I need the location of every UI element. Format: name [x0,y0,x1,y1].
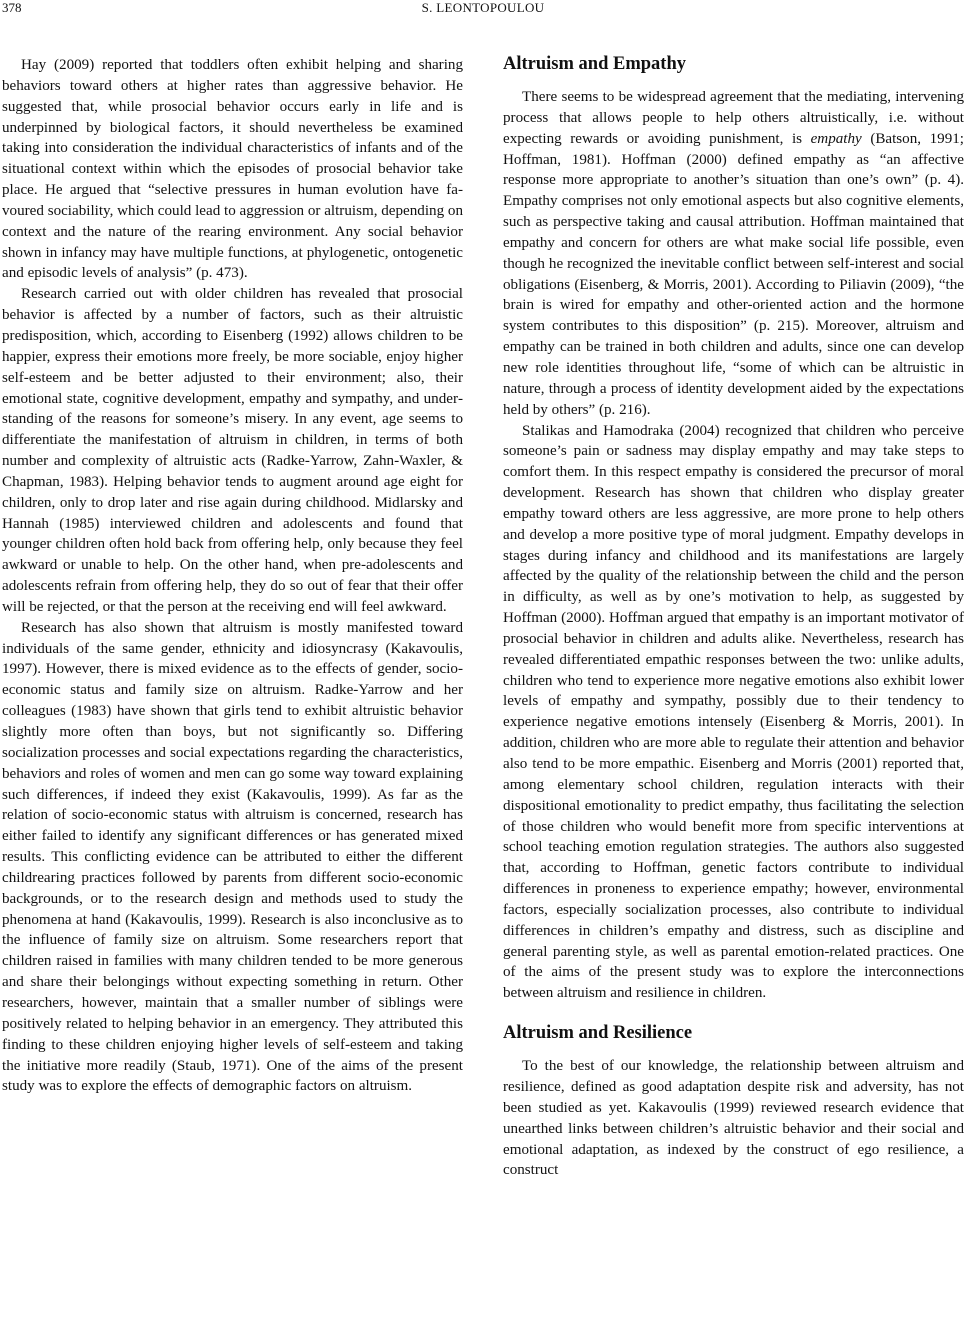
section-heading-altruism-and-resilience: Altruism and Resilience [503,1023,693,1044]
left-column [2,55,463,1097]
running-head [0,0,966,18]
running-title: S. LEONTOPOULOU [421,0,545,15]
emphasized-term: empathy [810,130,862,147]
body-paragraph: Hay (2009) reported that toddlers often exhibit helping and sharing behaviors toward others at higher rates than aggressive behavior. He suggested that, while prosocial behavior occurs early in life and is underpinned by biological factors, it should nevertheless be examined taking into consideration the individual characteristics of infants and of the situational context within which the episodes of prosocial behavior take place. He argued that “selective pressures in human evolution have favoured sociability, which could lead to aggression or altruism, depending on context and the nature of the rearing environment. Any social behavior shown in infancy may have multiple functions, at phylogenetic, ontogenetic and episodic levels of analysis” (p. 473). [2,57,463,282]
body-paragraph: Research has also shown that altruism is mostly manifested toward individuals of the same gender, ethnicity and idiosyncrasy (Kakavoulis, 1997). However, there is mixed evidence as to the effects of gender, socio-economic status and family size on altruism. Radke-Yarrow and her colleagues (1983) have shown that girls tend to exhibit altruistic behavior slightly more often than boys, but not significantly so. Differing socialization processes and social expectations regarding the characteristics, behaviors and roles of women and men can go some way toward explaining such differences, if indeed they exist (Kakavoulis, 1999). As far as the relation of socio-economic status with altruism is concerned, research has either failed to identify any significant differences or has generated mixed results. This conflicting evidence can be attributed to either the different childrearing practices followed by parents from different socio-economic backgrounds, or to the research design and methods used to study the phenomena at hand (Kakavoulis, 1999). Research is also inconclusive as to the influence of family size on altruism. Some researchers report that children raised in families with many children tended to be more generous and share their belongings without expecting something in return. Other researchers, however, maintain that a smaller number of siblings were positively related to helping behavior in an emergency. They attributed this finding to these children enjoying higher levels of self-esteem and taking the initiative more readily (Staub, 1971). One of the aims of the present study was to explore the effects of demographic factors on altruism. [2,619,463,1095]
body-paragraph [503,87,964,421]
body-paragraph: Research carried out with older children has revealed that prosocial behavior is affected by a number of factors, such as their altruistic predisposition, which, according to Eisenberg (1992) allows children to be happier, express their emotions more freely, be more sociable, enjoy higher self-esteem and be better adjusted to their environment; also, their emotional state, cognitive development, empathy and sympathy, and understanding of the reasons for someone’s misery. In any event, age seems to differentiate the manifestation of altruism in children, in terms of both number and complexity of altruistic acts (Radke-Yarrow, Zahn-Waxler, & Chapman, 1983). Helping behavior tends to augment around age eight for children, only to drop later and rise again during childhood. Midlarsky and Hannah (1985) interviewed children and adolescents and found that younger children often hold back from offering help, only because they feel awkward or unable to help. On the other hand, when pre-adolescents and adolescents refrain from offering help, they do so out of fear that their offer will be rejected, or that the person at the receiving end will feel awkward. [2,286,463,615]
paragraph-text: There seems to be widespread agreement that the mediating, intervening process that allows people to help others altruistically, i.e. without expecting rewards or avoiding punishment, is [503,89,964,147]
section-heading-altruism-and-empathy: Altruism and Empathy [503,54,686,74]
body-paragraph: Stalikas and Hamodraka (2004) recognized that children who perceive someone’s pain or sadness may display empathy and may take steps to comfort them. In this respect empathy is considered the precursor of moral development. Research has shown that children who display greater empathy toward others are less aggressive, are more prone to help others and develop a more positive type of moral judgment. Empathy develops in stages during infancy and childhood and its manifestations are largely affected by the quality of the relationship between the child and the person in difficulty, as well as by one’s motivation to help, as suggested by Hoffman (2000). Hoffman argued that empathy is an important motivator of prosocial behavior in children and adults alike. Nevertheless, research has revealed differentiated empathic responses between the two: unlike adults, children who tend to experience more negative emotions also exhibit lower levels of empathy and sympathy, possibly due to their tendency to experience negative emotions intensely (Eisenberg & Morris, 2001). In addition, children who are more able to regulate their attention and behavior also tend to be more empathic. Eisenberg and Morris (2001) reported that, among elementary school children, regulation interacts with their dispositional emotionality to predict empathy, thus facilitating the selection of those children who would benefit more from specific interventions at school teaching emotion regulation strategies. The authors also suggested that, according to Hoffman, genetic factors contribute to individual differences in proneness to experience empathy; however, environmental factors, especially socialization processes, also contribute to individual differences in children’s empathy and distress, such as discipline and general parenting style, as well as parental emotion-related practices. One of the aims of the present study was to explore the interconnections between altruism and resilience in children. [503,422,964,1002]
page-number: 378 [2,0,22,15]
right-column [503,52,964,1181]
paragraph-text: (Batson, 1991; Hoffman, 1981). Hoffman (2000) defined empathy as “an affective response more appropriate to another’s situation than one’s own” (p. 4). Empathy comprises not only emotional aspects but also cognitive elements, such as perspective taking and causal attribution. Hoffman maintained that empathy and concern for others are what make social life possible, even though he recognized the inevitable conflict between self-interest and social obligations (Eisenberg, & Morris, 2001). According to Piliavin (2009), “the brain is wired for empathy and other-oriented action and the hormone system contributes to this disposition” (p. 215). Moreover, altruism and empathy can be trained in both children and adults, since one can develop new role identities throughout life, “some of which can be altruistic in nature, through a process of identity development aided by the expectations held by others” (p. 216). [503,130,964,418]
body-paragraph: To the best of our knowledge, the relationship between altruism and resilience, defined as good adaptation despite risk and adversity, has not been studied as yet. Kakavoulis (1999) reviewed research evidence that unearthed links between children’s altruistic behavior and their social and emotional adaptation, as indexed by the construct of ego resilience, a construct [503,1058,964,1179]
